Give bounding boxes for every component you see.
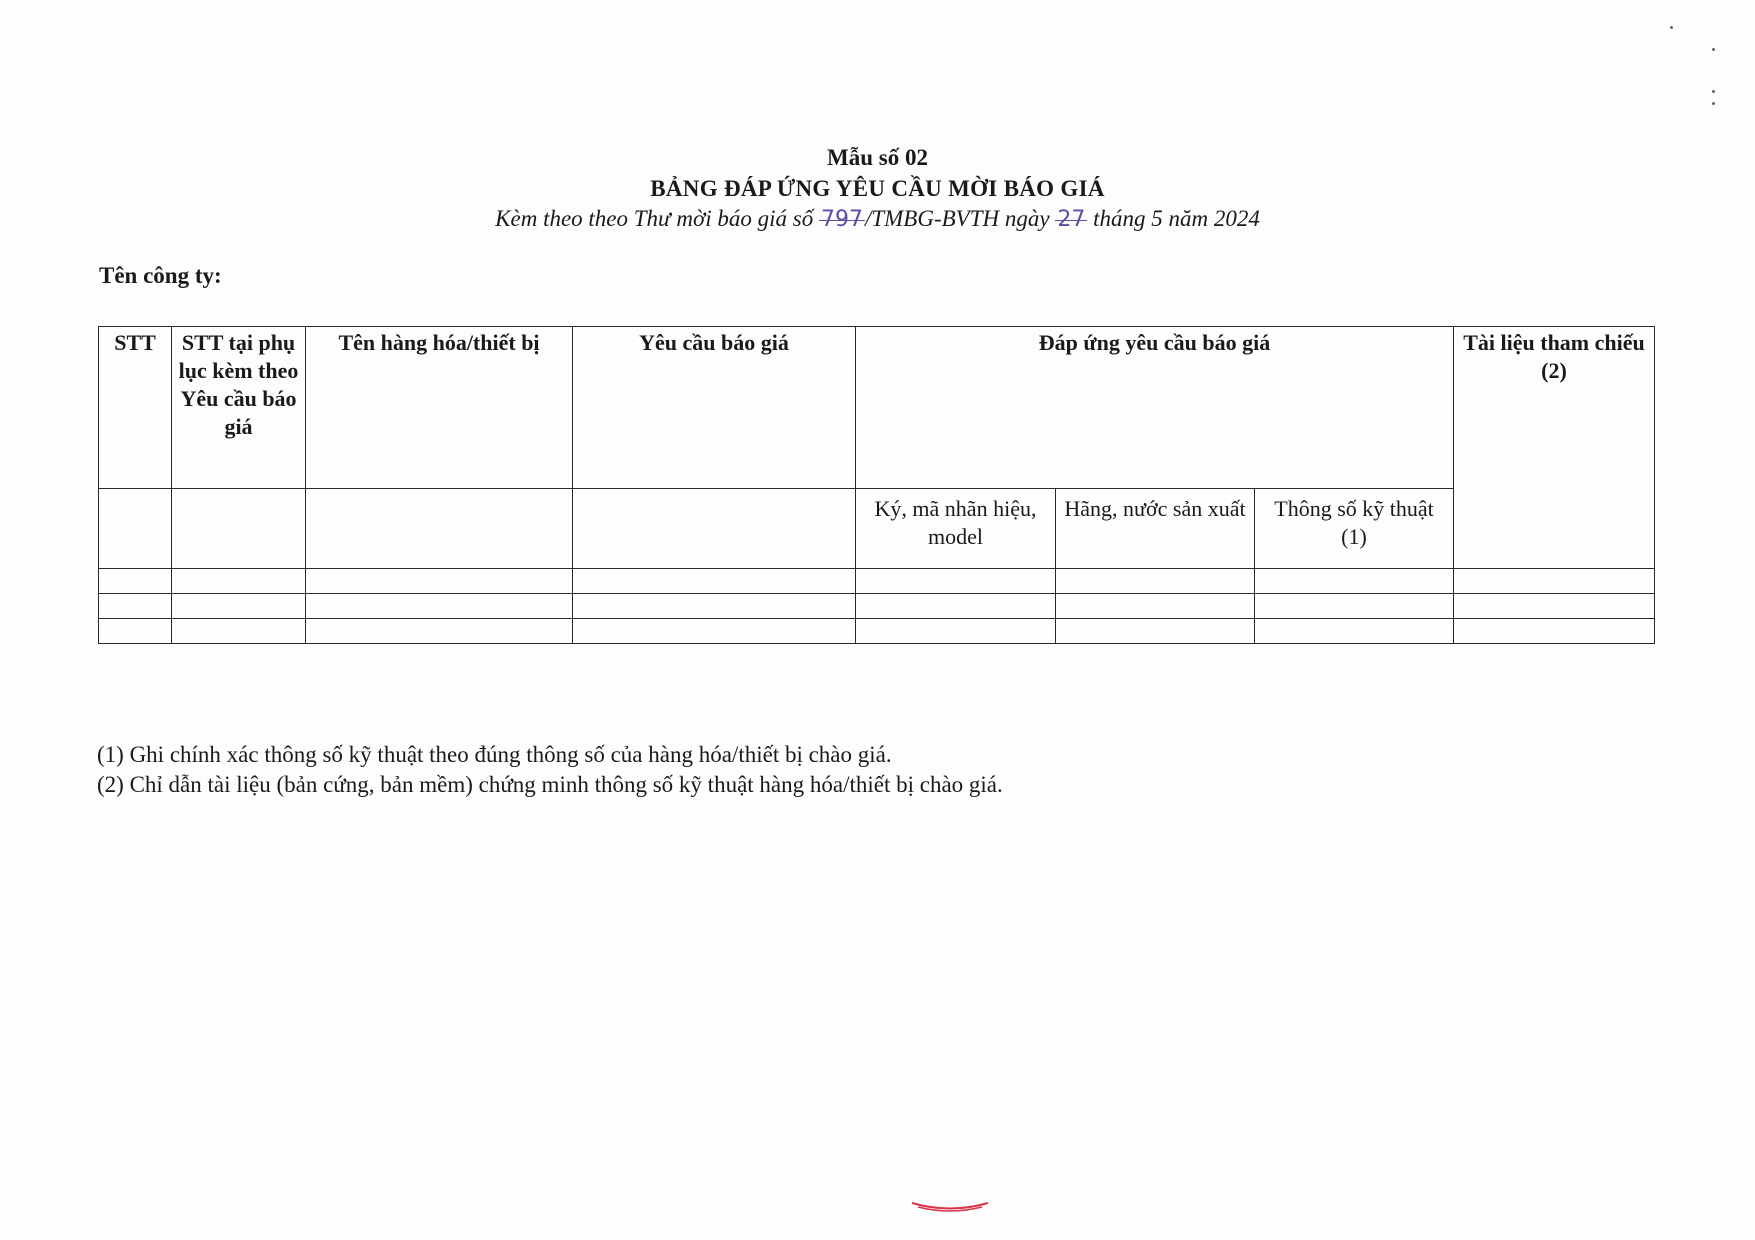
table-cell (1056, 619, 1255, 644)
table-cell (573, 569, 856, 594)
subheader-specs: Thông số kỹ thuật (1) (1255, 489, 1454, 569)
scan-speck-icon (1670, 26, 1673, 29)
scan-speck-icon (1712, 90, 1715, 93)
header-quote-request: Yêu cầu báo giá (573, 327, 856, 489)
table-row (99, 619, 1655, 644)
header-stt: STT (99, 327, 172, 489)
table-row (99, 594, 1655, 619)
document-title: BẢNG ĐÁP ỨNG YÊU CẦU MỜI BÁO GIÁ (650, 176, 1105, 201)
table-cell (856, 594, 1056, 619)
form-number: Mẫu số 02 (827, 145, 928, 170)
header-quote-response: Đáp ứng yêu cầu báo giá (856, 327, 1454, 489)
table-subheader-row (99, 489, 1655, 569)
table-cell (856, 569, 1056, 594)
table-cell (1255, 619, 1454, 644)
table-cell (172, 489, 306, 569)
table-cell (856, 619, 1056, 644)
table-cell (1454, 594, 1655, 619)
footnote-1: (1) Ghi chính xác thông số kỹ thuật theo đúng thông số của hàng hóa/thiết bị chào giá. (97, 742, 892, 767)
subheader-model: Ký, mã nhãn hiệu, model (856, 489, 1056, 569)
table-cell (573, 619, 856, 644)
footnote-2: (2) Chỉ dẫn tài liệu (bản cứng, bản mềm) chứng minh thông số kỹ thuật hàng hóa/thiết bị chào giá. (97, 772, 1003, 797)
quote-response-table (98, 326, 1655, 644)
subtitle-text-1: Kèm theo theo Thư mời báo giá số (495, 206, 819, 231)
table-cell (306, 619, 573, 644)
table-cell (1255, 594, 1454, 619)
table-cell (172, 594, 306, 619)
table-cell (1056, 594, 1255, 619)
table-cell (99, 619, 172, 644)
subheader-manufacturer: Hãng, nước sản xuất (1056, 489, 1255, 569)
subtitle-text-2: /TMBG-BVTH ngày (864, 206, 1056, 231)
subtitle-text-3: tháng 5 năm 2024 (1087, 206, 1260, 231)
table-cell (172, 619, 306, 644)
table-cell (99, 569, 172, 594)
table-cell (1255, 569, 1454, 594)
table-cell (99, 594, 172, 619)
handwritten-day: 27 (1057, 207, 1086, 232)
table-cell (573, 594, 856, 619)
table-cell (1056, 569, 1255, 594)
header-stt-appendix: STT tại phụ lục kèm theo Yêu cầu báo giá (172, 327, 306, 489)
table-cell (1454, 569, 1655, 594)
header-reference-docs: Tài liệu tham chiếu (2) (1454, 327, 1655, 569)
document-subtitle (0, 206, 1755, 232)
company-name-label: Tên công ty: (99, 263, 222, 288)
stamp-mark-icon (910, 1200, 990, 1214)
table-row (99, 569, 1655, 594)
table-cell (306, 569, 573, 594)
table-cell (306, 594, 573, 619)
table-cell (99, 489, 172, 569)
table-cell (306, 489, 573, 569)
scan-speck-icon (1712, 48, 1715, 51)
scan-speck-icon (1712, 102, 1715, 105)
footnotes (97, 740, 1003, 800)
table-header-row (99, 327, 1655, 489)
table-cell (1454, 619, 1655, 644)
header-goods-name: Tên hàng hóa/thiết bị (306, 327, 573, 489)
table-cell (573, 489, 856, 569)
table-cell (172, 569, 306, 594)
handwritten-number: 797 (820, 207, 863, 232)
